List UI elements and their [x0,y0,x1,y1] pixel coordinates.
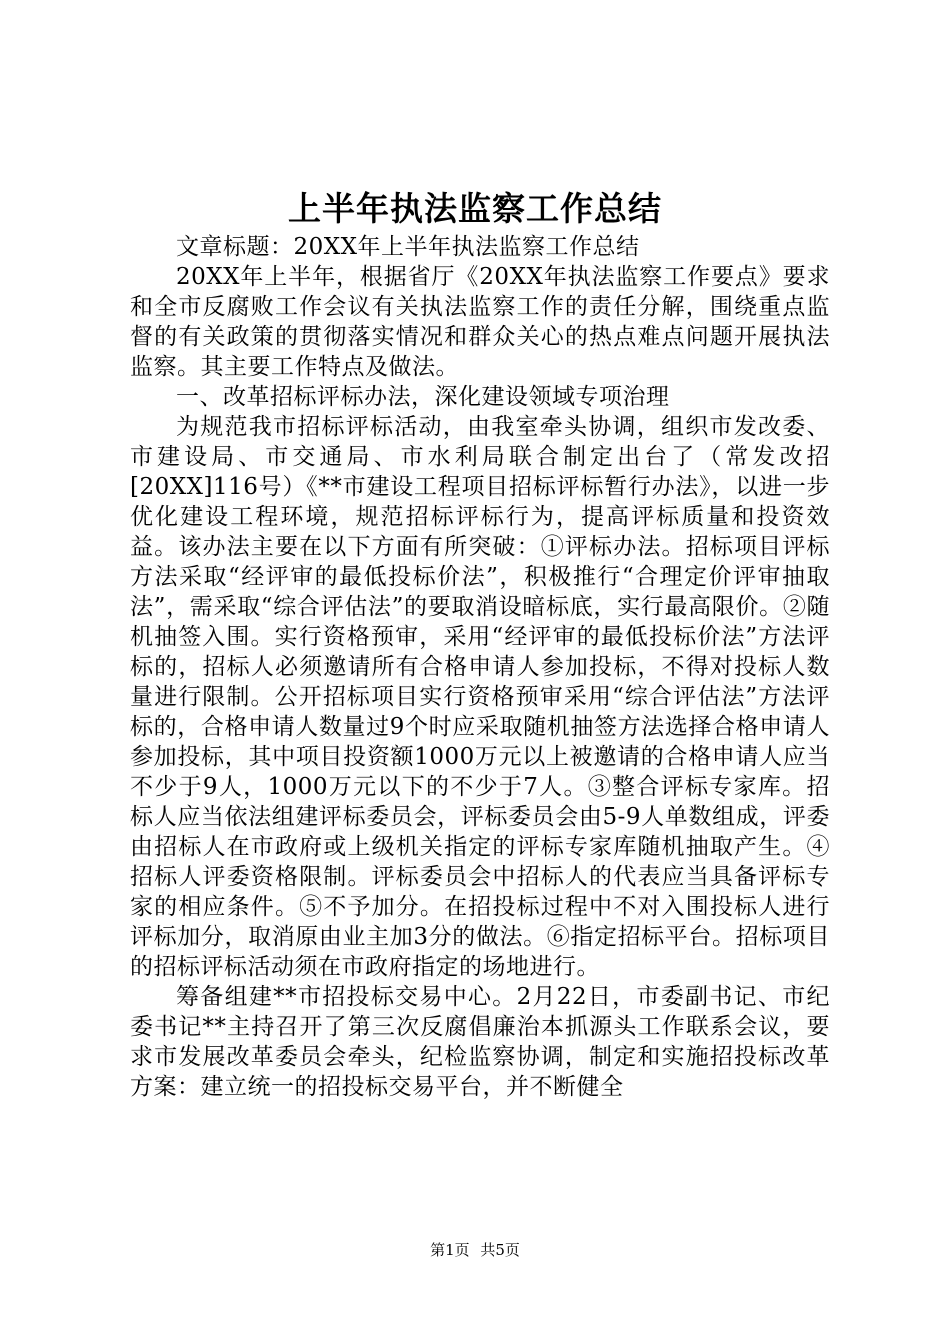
page-footer [0,1240,950,1260]
page-number: 第1页 [430,1241,470,1259]
section-heading-1: 一、改革招标评标办法，深化建设领域专项治理 [176,384,670,410]
page-total: 共5页 [480,1241,520,1259]
section-1-paragraph: 为规范我市招标评标活动，由我室牵头协调，组织市发改委、市建设局、市交通局、市水利局联合制定出台了（常发改招[20XX]116号）《**市建设工程项目招标评标暂行办法》，以进一步优化建设工程环境，规范招标评标行为，提高评标质量和投资效益。该办法主要在以下方面有所突破：①评标办法。招标项目评标方法采取“经评审的最低投标价法”，积极推行“合理定价评审抽取法”，需采取“综合评估法”的要取消设暗标底，实行最高限价。②随机抽签入围。实行资格预审，采用“经评审的最低投标价法”方法评标的，招标人必须邀请所有合格申请人参加投标，不得对投标人数量进行限制。公开招标项目实行资格预审采用“综合评估法”方法评标的，合格申请人数量过9个时应采取随机抽签方法选择合格申请人参加投标，其中项目投资额1000万元以上被邀请的合格申请人应当不少于9人，1000万元以下的不少于7人。③整合评标专家库。招标人应当依法组建评标委员会，评标委员会由5-9人单数组成，评委由招标人在市政府或上级机关指定的评标专家库随机抽取产生。④招标人评委资格限制。评标委员会中招标人的代表应当具备评标专家的相应条件。⑤不予加分。在招投标过程中不对入围投标人进行评标加分，取消原由业主加3分的做法。⑥指定招标平台。招标项目的招标评标活动须在市政府指定的场地进行。 [130,414,830,980]
article-title-line: 文章标题：20XX年上半年执法监察工作总结 [176,234,640,260]
trading-center-paragraph: 筹备组建**市招投标交易中心。2月22日，市委副书记、市纪委书记**主持召开了第三次反腐倡廉治本抓源头工作联系会议，要求市发展改革委员会牵头，纪检监察协调，制定和实施招投标改革方案：建立统一的招投标交易平台，并不断健全 [130,984,830,1100]
document-body [130,232,830,1102]
document-title: 上半年执法监察工作总结 [288,189,662,228]
intro-paragraph: 20XX年上半年，根据省厅《20XX年执法监察工作要点》要求和全市反腐败工作会议有关执法监察工作的责任分解，围绕重点监督的有关政策的贯彻落实情况和群众关心的热点难点问题开展执法监察。其主要工作特点及做法。 [130,264,830,380]
